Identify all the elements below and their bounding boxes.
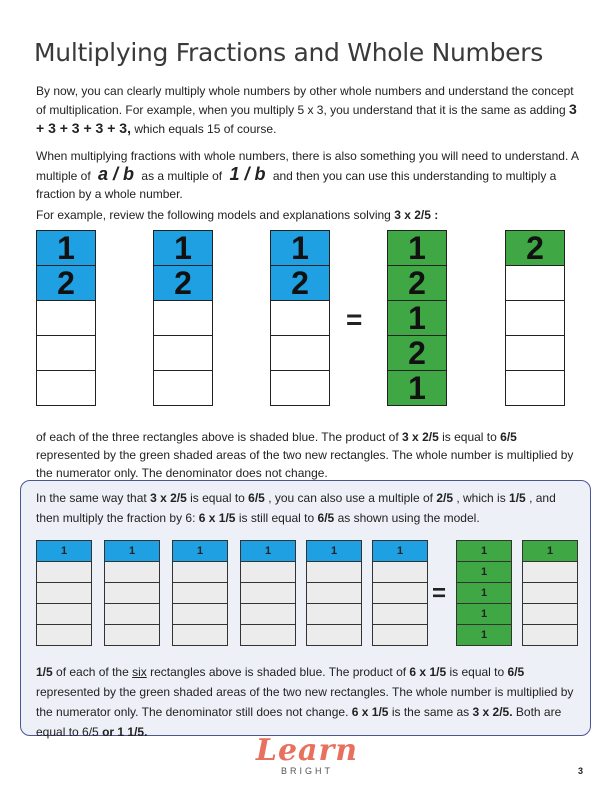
fraction-cell: 2 [387, 335, 447, 371]
fraction-cell [505, 265, 565, 301]
fraction-cell: 1 [270, 230, 330, 266]
fraction-cell: 1 [522, 540, 578, 562]
fraction-cell: 2 [36, 265, 96, 301]
box1-f1: 2/5 [436, 491, 453, 505]
example-paragraph [36, 206, 580, 224]
fraction-column [306, 540, 362, 646]
intro-text: By now, you can clearly multiply whole numbers by other whole numbers and understand the concept of multiplication. For example, when you multiply 5 x 3, you understand that it is the same as adding [36, 84, 574, 117]
box2-c: is equal to [449, 665, 505, 679]
multiple-text-a: When multiplying fractions with whole numbers, there is also something you will need to understand. A multiple of [36, 149, 579, 183]
box2-f: 1/5 [36, 665, 53, 679]
multiple-paragraph [36, 147, 580, 203]
box2-expr: 6 x 1/5 [409, 665, 447, 679]
fraction-cell: 1 [456, 561, 512, 583]
fraction-column [270, 230, 330, 406]
fraction-cell [505, 370, 565, 406]
fraction-cell: 1 [456, 582, 512, 604]
fraction-cell: 1 [104, 540, 160, 562]
fraction-cell [36, 561, 92, 583]
fraction-cell [36, 300, 96, 336]
fraction-cell [505, 300, 565, 336]
box1-e: , and then multiply the fraction by 6: [36, 491, 556, 525]
intro-tail: which equals 15 of course. [134, 122, 277, 136]
fraction-column [153, 230, 213, 406]
page-title: Multiplying Fractions and Whole Numbers [34, 38, 543, 67]
explanation-paragraph [36, 428, 580, 482]
fraction-cell [104, 603, 160, 625]
logo-subtext: BRIGHT [280, 766, 333, 776]
logo-text: Learn [255, 733, 359, 768]
fraction-cell: 1 [172, 540, 228, 562]
example-text: For example, review the following models and explanations solving [36, 208, 391, 222]
box2-expr3: 3 x 2/5. [472, 705, 513, 719]
page-number: 3 [578, 766, 584, 776]
fraction-cell [372, 603, 428, 625]
fraction-cell [306, 561, 362, 583]
fraction-cell [172, 582, 228, 604]
fraction-cell [522, 561, 578, 583]
box1-expr2: 6 x 1/5 [198, 511, 236, 525]
explanation-expression: 3 x 2/5 [402, 430, 439, 444]
fraction-cell [372, 582, 428, 604]
fraction-cell [372, 561, 428, 583]
fraction-cell: 2 [270, 265, 330, 301]
box2-a: of each of the [56, 665, 129, 679]
fraction-cell [172, 561, 228, 583]
fraction-column [456, 540, 512, 646]
fraction-cell [240, 582, 296, 604]
fraction-column [172, 540, 228, 646]
fraction-cell [36, 582, 92, 604]
box2-g: Both are equal to 6/5 [36, 705, 562, 739]
fraction-cell [306, 624, 362, 646]
fraction-cell: 2 [153, 265, 213, 301]
box1-a: In the same way that [36, 491, 147, 505]
fraction-cell: 1 [36, 230, 96, 266]
box1-c: , you can also use a multiple of [268, 491, 433, 505]
box1-r1: 6/5 [248, 491, 265, 505]
fraction-cell [270, 300, 330, 336]
fraction-column [522, 540, 578, 646]
fraction-cell [36, 603, 92, 625]
box-paragraph-2 [36, 662, 576, 742]
fraction-cell: 1 [387, 230, 447, 266]
box-paragraph-1 [36, 488, 576, 528]
box2-r: 6/5 [507, 665, 525, 679]
equals-sign-2: = [432, 580, 447, 607]
fraction-cell [104, 624, 160, 646]
fraction-cell: 1 [456, 540, 512, 562]
fraction-cell [36, 370, 96, 406]
fraction-cell [306, 603, 362, 625]
fraction-cell: 1 [456, 624, 512, 646]
one-over-b: 1 / b [229, 164, 266, 184]
box2-e: is the same as [391, 705, 470, 719]
intro-expression: 3 + 3 + 3 + 3 + 3, [36, 101, 577, 136]
fraction-cell: 1 [372, 540, 428, 562]
fraction-cell: 2 [387, 265, 447, 301]
fraction-cell: 2 [505, 230, 565, 266]
fraction-cell [270, 370, 330, 406]
fraction-cell [240, 624, 296, 646]
a-over-b: a / b [98, 164, 135, 184]
explanation-a: of each of the three rectangles above is shaded blue. The product of [36, 430, 399, 444]
fraction-cell [306, 582, 362, 604]
fraction-cell [172, 603, 228, 625]
fraction-cell [505, 335, 565, 371]
box1-d: , which is [456, 491, 506, 505]
explanation-result: 6/5 [500, 430, 517, 444]
fraction-cell: 1 [387, 370, 447, 406]
box1-f: is still equal to [238, 511, 315, 525]
fraction-column [387, 230, 447, 406]
equals-sign: = [346, 304, 363, 335]
fraction-cell: 1 [306, 540, 362, 562]
fraction-cell [372, 624, 428, 646]
example-expression: 3 x 2/5 : [394, 208, 439, 222]
fraction-cell [104, 582, 160, 604]
fraction-cell [522, 582, 578, 604]
fraction-cell: 1 [387, 300, 447, 336]
fraction-column [505, 230, 565, 406]
fraction-cell [153, 335, 213, 371]
fraction-column [36, 540, 92, 646]
fraction-cell [153, 300, 213, 336]
fraction-column [372, 540, 428, 646]
fraction-cell: 1 [36, 540, 92, 562]
intro-paragraph [36, 82, 580, 138]
fraction-cell: 1 [153, 230, 213, 266]
fraction-cell [240, 561, 296, 583]
box2-b: rectangles above is shaded blue. The product of [150, 665, 407, 679]
box1-r2: 6/5 [317, 511, 335, 525]
fraction-cell [522, 624, 578, 646]
multiple-text-c: and then you can use this understanding to multiply a fraction by a whole number. [36, 169, 557, 201]
box1-b: is equal to [190, 491, 245, 505]
fraction-cell [240, 603, 296, 625]
explanation-c: represented by the green shaded areas of the two new rectangles. The whole number is multiplied by the numerator only. The denominator does not change. [36, 448, 574, 480]
fraction-cell [153, 370, 213, 406]
fraction-cell: 1 [240, 540, 296, 562]
fraction-column [104, 540, 160, 646]
box1-expr1: 3 x 2/5 [150, 491, 187, 505]
fraction-cell [522, 603, 578, 625]
fraction-cell [36, 335, 96, 371]
fraction-cell [36, 624, 92, 646]
box2-expr2: 6 x 1/5 [351, 705, 389, 719]
explanation-b: is equal to [442, 430, 497, 444]
box2-d: represented by the green shaded areas of the two new rectangles. The whole number is multiplied by the numerator only. The denominator still does not change. [36, 685, 574, 719]
multiple-text-b: as a multiple of [141, 169, 223, 183]
box2-six: six [132, 665, 147, 679]
fraction-column [240, 540, 296, 646]
fraction-cell [172, 624, 228, 646]
fraction-cell [270, 335, 330, 371]
box1-f2: 1/5 [509, 491, 526, 505]
fraction-cell: 1 [456, 603, 512, 625]
learn-bright-logo [252, 734, 362, 776]
fraction-column [36, 230, 96, 406]
box2-or: or 1 1/5. [102, 725, 148, 739]
box1-g: as shown using the model. [337, 511, 480, 525]
fraction-cell [104, 561, 160, 583]
